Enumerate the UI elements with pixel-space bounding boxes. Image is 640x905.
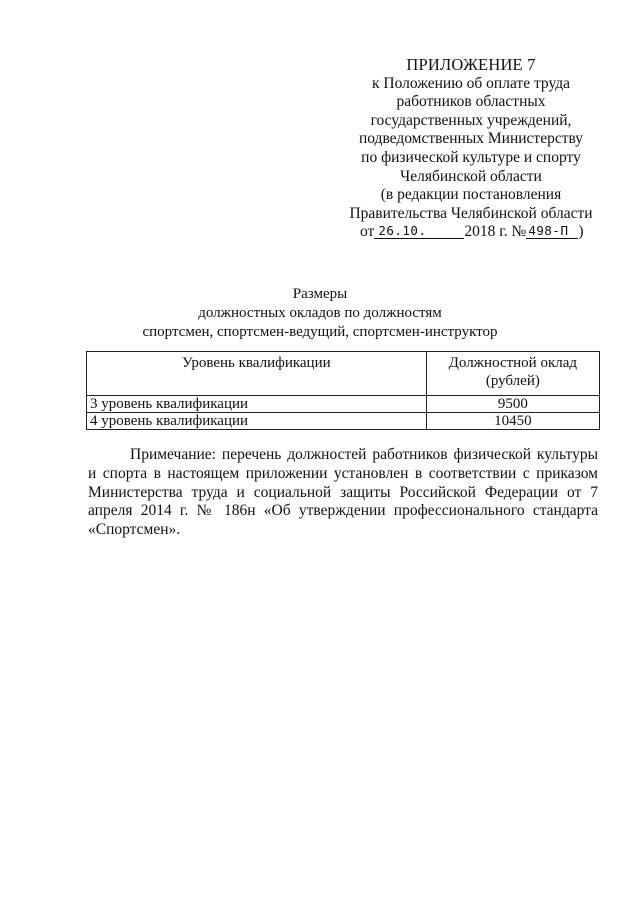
appendix-title: ПРИЛОЖЕНИЕ 7	[406, 55, 536, 74]
date-prefix: от	[360, 223, 375, 241]
appendix-line: государственных учреждений,	[370, 111, 572, 129]
appendix-line: Правительства Челябинской области	[349, 204, 593, 222]
closing-paren: )	[578, 223, 584, 241]
table-header-row	[87, 352, 600, 396]
salary-table	[86, 351, 600, 430]
table-row	[87, 413, 600, 430]
resolution-date-field: 26.10.	[374, 223, 464, 239]
heading-line: Размеры	[292, 286, 348, 302]
appendix-header	[340, 56, 602, 242]
header-salary-line1: Должностной оклад	[448, 355, 578, 371]
salary-cell: 9500	[426, 396, 599, 413]
qualification-level-cell: 3 уровень квалификации	[87, 396, 427, 413]
note-paragraph: Примечание: перечень должностей работников физической культуры и спорта в настоящем приложении установлен в соответствии с приказом Министерства труда и социальной защиты Российской Федерации от 7 апреля 2014 г. № 186н «Об утверждении профессионального стандарта «Спортсмен».	[88, 446, 598, 539]
heading-line: должностных окладов по должностям	[198, 305, 442, 321]
header-salary-line2: (рублей)	[485, 373, 540, 389]
salary-cell: 10450	[426, 413, 599, 430]
year-text: 2018 г. №	[464, 223, 527, 241]
table-row	[87, 396, 600, 413]
qualification-level-cell: 4 уровень квалификации	[87, 413, 427, 430]
resolution-number-field: 498-П	[526, 223, 578, 239]
appendix-line: по физической культуре и спорту	[361, 148, 581, 166]
appendix-line: подведомственных Министерству	[358, 130, 584, 148]
heading-line: спортсмен, спортсмен-ведущий, спортсмен-инструктор	[142, 324, 498, 340]
appendix-line: Челябинской области	[400, 167, 542, 185]
resolution-date-line	[340, 223, 602, 242]
appendix-line: (в редакции постановления	[380, 186, 562, 204]
appendix-line: к Положению об оплате труда	[371, 74, 571, 92]
header-qualification-level: Уровень квалификации	[87, 352, 427, 396]
document-heading	[100, 285, 540, 342]
header-salary	[426, 352, 599, 396]
appendix-line: работников областных	[396, 93, 546, 111]
